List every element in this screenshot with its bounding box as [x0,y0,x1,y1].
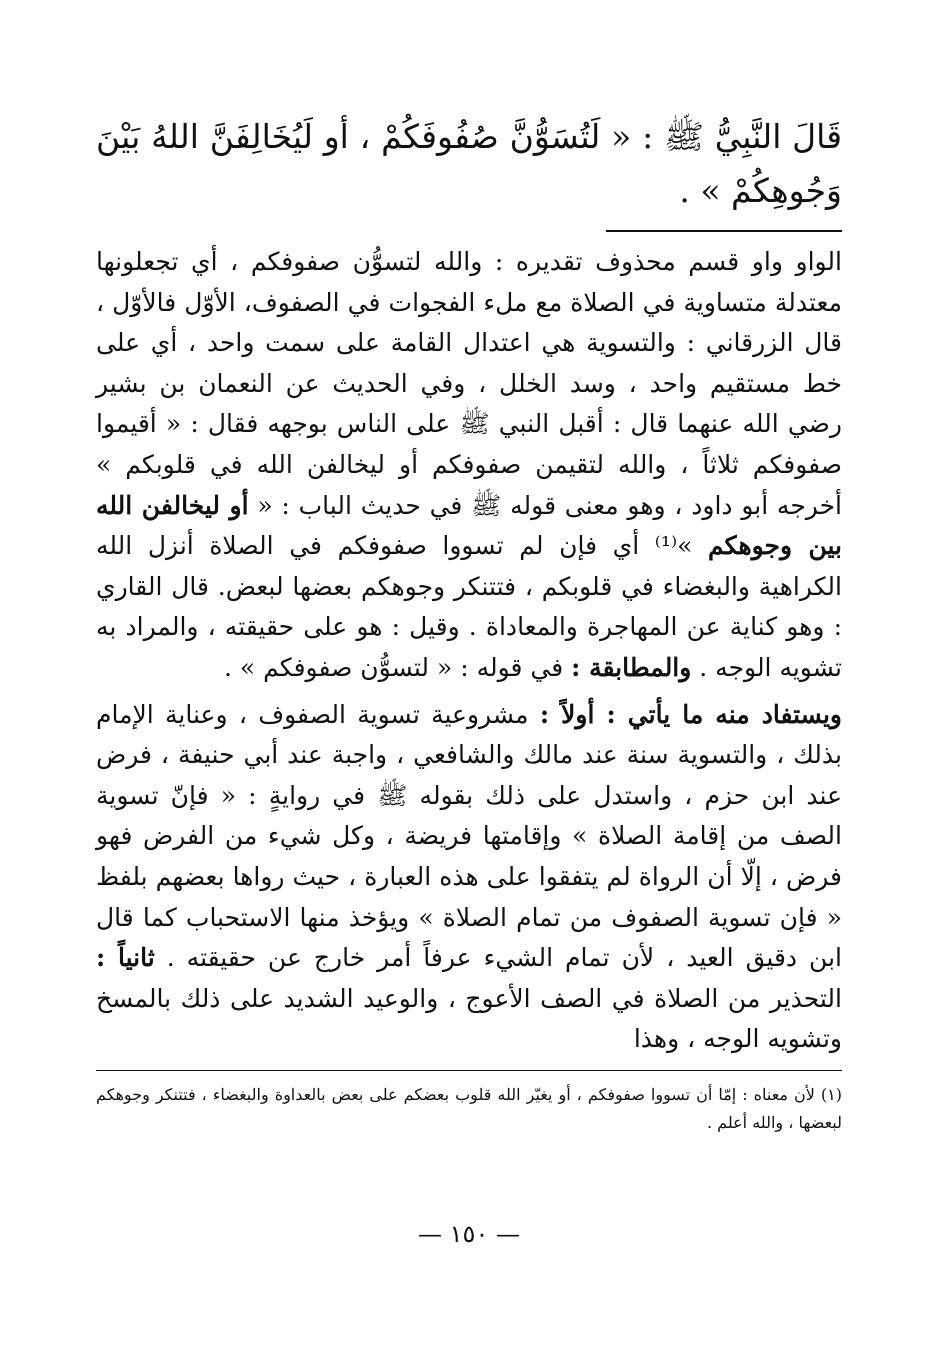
bold-heading-mutabaqa: والمطابقة : [571,652,692,682]
commentary-text: الواو واو قسم محذوف تقديره : والله لتسوُّن صفوفكم ، أي تجعلونها معتدلة متساوية في الصلاة مع ملء الفجوات في الصفوف، الأوّل فالأوّل ، قال الزرقاني : والتسوية هي اعتدال القامة على سمت واحد ، أي على خط مستقيم واحد ، وسد الخلل ، وفي الحديث عن النعمان بن بشير رضي الله عنهما قال : أقبل النبي ﷺ على الناس بوجهه فقال : « أقيموا صفوفكم ثلاثاً ، والله لتقيمن صفوفكم أو ليخالفن الله في قلوبكم » أخرجه أبو داود ، وهو معنى قوله ﷺ في حديث الباب : « [96,247,842,520]
commentary-paragraph-2 [96,695,842,1060]
footnote: (١) لأن معناه : إمّا أن تسووا صفوفكم ، أو يغيّر الله قلوب بعضكم على بعض بالعداوة والبغضاء ، فتتنكر وجوهكم لبعضها ، والله أعلم . [96,1084,842,1132]
commentary-text: أي فإن لم تسووا صفوفكم في الصلاة أنزل الله الكراهية والبغضاء في قلوبكم ، فتتنكر وجوهكم بعضها لبعض. قال القاري : وهو كناية عن المهاجرة والمعاداة . وقيل : هو على حقيقته ، والمراد به تشويه الوجه . [96,531,842,682]
page-number: — ١٥٠ — [418,1220,520,1248]
commentary-paragraph-1 [96,242,842,689]
commentary-text: مشروعية تسوية الصفوف ، وعناية الإمام بذلك ، والتسوية سنة عند مالك والشافعي ، واجبة عند أبي حنيفة ، فرض عند ابن حزم ، واستدل على ذلك بقوله ﷺ في روايةٍ : « فإنّ تسوية الصف من إقامة الصلاة » وإقامتها فريضة ، وكل شيء من الفرض فهو فرض ، إلّا أن الرواة لم يتفقوا على هذه العبارة ، حيث رواها بعضهم بلفظ « فإن تسوية الصفوف من تمام الصلاة » ويؤخذ منها الاستحباب كما قال ابن دقيق العيد ، لأن تمام الشيء عرفاً أمر خارج عن حقيقته . [96,699,842,973]
hadith-divider [606,230,842,232]
bold-heading-second: ثانياً : [96,943,155,973]
commentary-text: في قوله : « لتسوُّن صفوفكم » . [224,652,572,682]
footnote-reference: »⁽¹⁾ [639,531,709,561]
footnote-divider [96,1070,842,1071]
commentary-text: التحذير من الصلاة في الصف الأعوج ، والوعيد الشديد على ذلك بالمسخ وتشويه الوجه ، وهذا [96,983,842,1054]
bold-heading-benefits: ويستفاد منه ما يأتي : أولاً : [539,699,842,729]
bold-quote: أو ليخالفن الله بين وجوهكم [96,490,842,561]
page-body [96,110,842,1137]
hadith-text: قَالَ النَّبِيُّ ﷺ : « لَتُسَوُّنَّ صُفُوفَكُمْ ، أو لَيُخَالِفَنَّ اللهُ بَيْنَ وَجُوهِكُمْ » . [96,117,842,210]
